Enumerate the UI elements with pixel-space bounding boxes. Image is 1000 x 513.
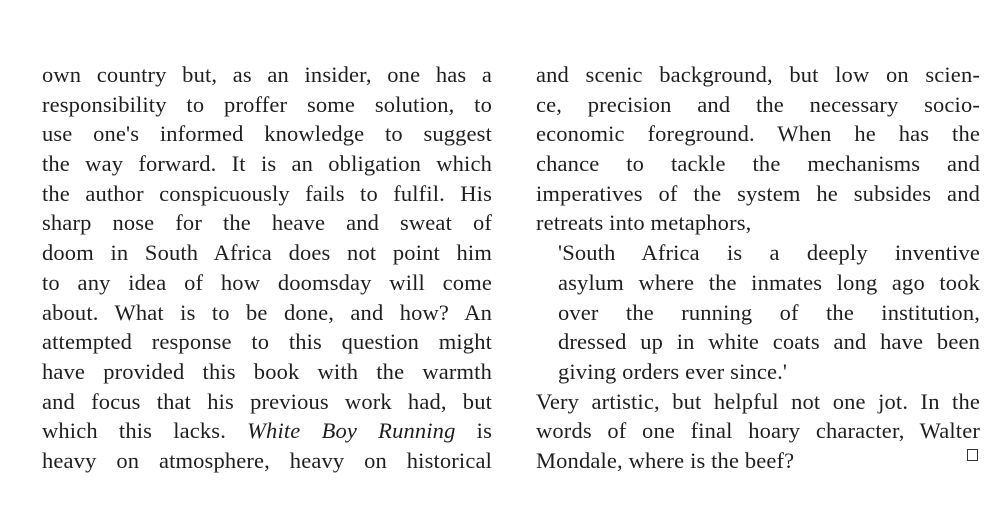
text-fragment: is xyxy=(476,418,492,444)
text-fragment: which this lacks. xyxy=(42,418,226,444)
text-line: own country but, as an insider, one has a xyxy=(42,62,492,87)
quote-line: asylum where the inmates long ago took xyxy=(558,269,980,295)
book-title: White Boy Running xyxy=(247,418,456,444)
left-column xyxy=(42,60,492,476)
quote-line: 'South Africa is a deeply inventive xyxy=(558,240,980,266)
text-line: sharp nose for the heave and sweat of xyxy=(42,210,492,236)
quote-line: giving orders ever since.' xyxy=(558,358,788,384)
quote-line: dressed up in white coats and have been xyxy=(558,329,980,355)
text-line: economic foreground. When he has the xyxy=(536,121,980,147)
text-line: use one's informed knowledge to suggest xyxy=(42,121,492,147)
text-line: ce, precision and the necessary socio- xyxy=(536,91,980,117)
block-quote xyxy=(536,238,980,386)
text-line: words of one final hoary character, Walter xyxy=(536,418,980,444)
text-line: chance to tackle the mechanisms and xyxy=(536,151,980,177)
end-of-article-square-icon xyxy=(967,449,978,461)
text-line: heavy on atmosphere, heavy on historical xyxy=(42,447,492,473)
text-line: have provided this book with the warmth xyxy=(42,358,492,384)
text-line: and scenic background, but low on scien- xyxy=(536,62,980,87)
text-line: Mondale, where is the beef? xyxy=(536,447,795,473)
text-line: about. What is to be done, and how? An xyxy=(42,299,492,325)
text-line: responsibility to proffer some solution, to xyxy=(42,91,492,117)
right-column xyxy=(536,60,980,476)
text-line: the author conspicuously fails to fulfil. His xyxy=(42,180,492,206)
text-line: the way forward. It is an obligation which xyxy=(42,151,492,177)
text-line: doom in South Africa does not point him xyxy=(42,240,492,266)
text-line: Very artistic, but helpful not one jot. In the xyxy=(536,388,980,414)
text-line: and focus that his previous work had, but xyxy=(42,388,492,414)
text-line: retreats into metaphors, xyxy=(536,210,752,236)
text-line: imperatives of the system he subsides and xyxy=(536,180,980,206)
quote-line: over the running of the institution, xyxy=(558,299,980,325)
text-line: attempted response to this question might xyxy=(42,329,492,355)
text-line: to any idea of how doomsday will come xyxy=(42,269,492,295)
text-line-with-title xyxy=(42,416,492,446)
